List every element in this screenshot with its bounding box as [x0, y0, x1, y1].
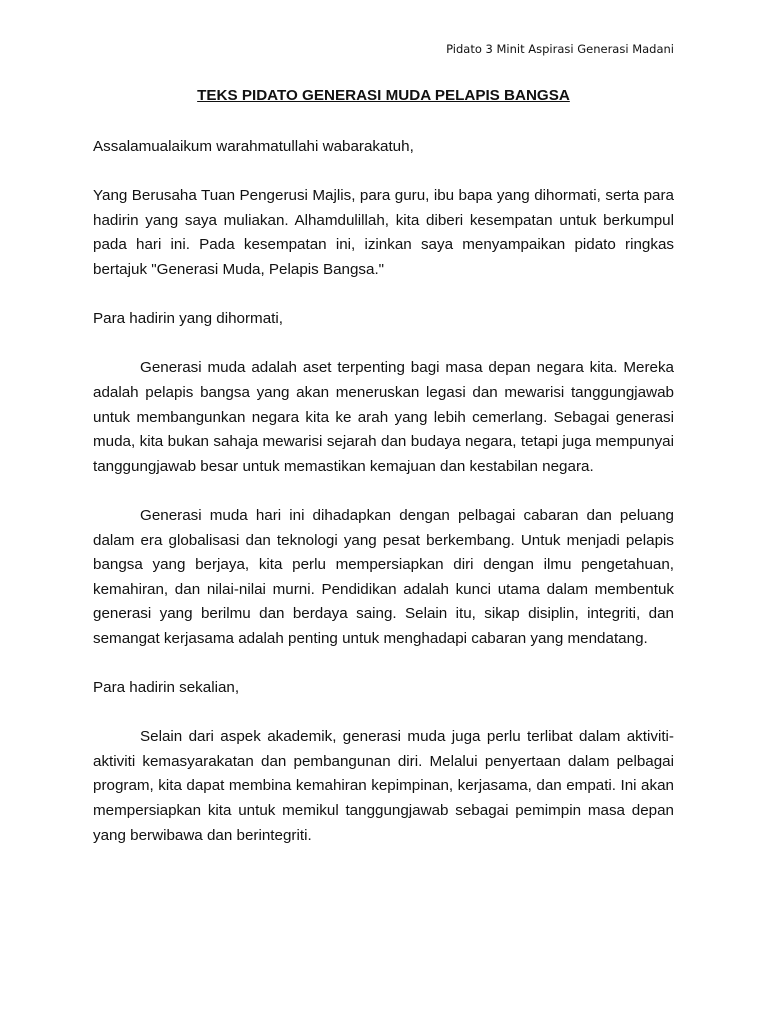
spacer — [93, 651, 674, 676]
greeting-line: Assalamualaikum warahmatullahi wabarakatuh, — [93, 138, 414, 155]
spacer — [93, 701, 674, 726]
body-paragraph: Selain dari aspek akademik, generasi muda juga perlu terlibat dalam aktiviti-aktiviti kemasyarakatan dan pembangunan diri. Melalui penyertaan dalam pelbagai program, kita dapat membina kemahiran kepimpinan, kerjasama, dan empati. Ini akan mempersiapkan kita untuk memikul tanggungjawab sebagai pemimpin masa depan yang berwibawa dan berintegriti. — [93, 728, 674, 844]
document-body — [93, 86, 674, 848]
body-paragraph: Generasi muda adalah aset terpenting bagi masa depan negara kita. Mereka adalah pelapis bangsa yang akan meneruskan legasi dan mewarisi tanggungjawab untuk membangunkan negara kita ke arah yang lebih cemerlang. Sebagai generasi muda, kita bukan sahaja mewarisi sejarah dan budaya negara, tetapi juga mempunyai tanggungjawab besar untuk memastikan kemajuan dan kestabilan negara. — [93, 359, 674, 475]
spacer — [93, 332, 674, 357]
running-header: Pidato 3 Minit Aspirasi Generasi Madani — [446, 42, 674, 56]
document-title: TEKS PIDATO GENERASI MUDA PELAPIS BANGSA — [197, 87, 570, 104]
salutation-line: Para hadirin yang dihormati, — [93, 310, 283, 328]
spacer — [93, 106, 674, 135]
salutation-line: Para hadirin sekalian, — [93, 679, 240, 697]
opening-paragraph: Yang Berusaha Tuan Pengerusi Majlis, para guru, ibu bapa yang dihormati, serta para hadirin yang saya muliakan. Alhamdulillah, kita diberi kesempatan untuk berkumpul pada hari ini. Pada kesempatan ini, izinkan saya menyampaikan pidato ringkas bertajuk "Generasi Muda, Pelapis Bangsa." — [93, 187, 674, 278]
spacer — [93, 160, 674, 185]
body-paragraph: Generasi muda hari ini dihadapkan dengan pelbagai cabaran dan peluang dalam era globalisasi dan teknologi yang pesat berkembang. Untuk menjadi pelapis bangsa yang berjaya, kita perlu mempersiapkan diri dengan ilmu pengetahuan, kemahiran, dan nilai-nilai murni. Pendidikan adalah kunci utama dalam membentuk generasi yang berilmu dan berdaya saing. Selain itu, sikap disiplin, integriti, dan semangat kerjasama adalah penting untuk menghadapi cabaran yang mendatang. — [93, 506, 674, 647]
spacer — [93, 479, 674, 504]
spacer — [93, 283, 674, 308]
